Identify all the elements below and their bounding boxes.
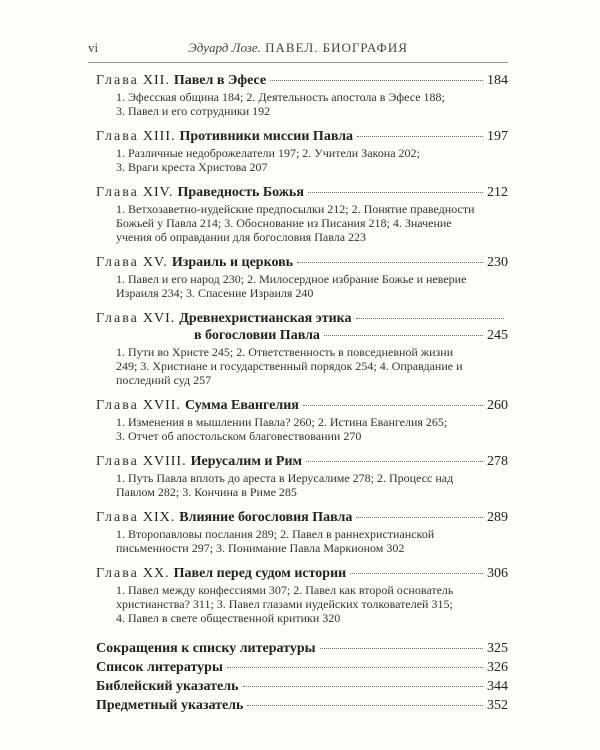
chapter-number: XVI. — [142, 311, 176, 326]
chapter-page: 289 — [487, 510, 508, 525]
section-line: 1. Изменения в мышлении Павла? 260; 2. Истина Евангелия 265; — [116, 415, 448, 429]
chapter-sections — [116, 345, 508, 387]
backmatter-page: 344 — [487, 679, 508, 694]
chapter-label: Глава — [96, 73, 139, 88]
chapter-heading-line — [96, 128, 508, 145]
header-author: Эдуард Лозе. — [188, 40, 261, 55]
backmatter-title: Сокращения к списку литературы — [96, 641, 316, 656]
backmatter-page: 325 — [487, 641, 508, 656]
chapter-label: Глава — [96, 454, 139, 469]
toc-chapter — [96, 397, 508, 443]
chapter-title: Иерусалим и Рим — [190, 454, 303, 469]
section-line: 1. Ветхозаветно-иудейские предпосылки 212; 2. Понятие праведности — [116, 202, 475, 216]
section-line: 4. Павел в свете общественной критики 320 — [116, 611, 341, 625]
backmatter-page: 326 — [487, 660, 508, 675]
backmatter-entry — [96, 696, 508, 715]
dot-leader — [320, 648, 483, 649]
chapter-sections — [116, 527, 508, 555]
section-line: письменности 297; 3. Понимание Павла Маркионом 302 — [116, 541, 405, 555]
chapter-page: 278 — [487, 454, 508, 469]
chapter-number: XVIII. — [142, 454, 187, 469]
dot-leader — [243, 686, 484, 687]
toc-chapter — [96, 565, 508, 625]
chapter-heading-line — [96, 254, 508, 271]
backmatter-title: Список литературы — [96, 660, 223, 675]
chapter-page: 184 — [487, 73, 508, 88]
backmatter-entry — [96, 658, 508, 677]
chapter-title: Праведность Божья — [177, 185, 304, 200]
chapter-number: XIV. — [142, 185, 174, 200]
section-line: 1. Пути во Христе 245; 2. Ответственность в повседневной жизни — [116, 345, 454, 359]
section-line: последний суд 257 — [116, 373, 212, 387]
chapter-page: 212 — [487, 185, 508, 200]
dot-leader — [270, 80, 483, 81]
page-number: vi — [88, 40, 99, 55]
section-line: Павлом 282; 3. Кончина в Риме 285 — [116, 485, 297, 499]
section-line: 1. Павел между конфессиями 307; 2. Павел как второй основатель — [116, 583, 454, 597]
toc-chapter — [96, 310, 508, 387]
chapter-title: Израиль и церковь — [171, 255, 294, 270]
chapter-sections — [116, 471, 508, 499]
dot-leader — [324, 335, 483, 336]
chapter-number: XVII. — [142, 398, 181, 413]
backmatter-title: Библейский указатель — [96, 679, 239, 694]
toc-chapter — [96, 128, 508, 174]
chapter-label: Глава — [96, 185, 139, 200]
section-line: 1. Павел и его народ 230; 2. Милосердное избрание Божье и неверие — [116, 272, 467, 286]
section-line: Израиля 234; 3. Спасение Израиля 240 — [116, 286, 314, 300]
section-line: 1. Путь Павла вплоть до ареста в Иерусалиме 278; 2. Процесс над — [116, 471, 454, 485]
dot-leader — [350, 573, 483, 574]
chapter-heading-line — [96, 453, 508, 470]
dot-leader — [308, 192, 483, 193]
dot-leader — [303, 405, 483, 406]
chapter-label: Глава — [96, 129, 139, 144]
chapter-label: Глава — [96, 311, 139, 326]
chapter-heading-line — [96, 72, 508, 89]
chapter-number: XIX. — [142, 510, 176, 525]
chapter-title: Сумма Евангелия — [184, 398, 299, 413]
chapter-number: XII. — [142, 73, 170, 88]
chapter-page: 230 — [487, 255, 508, 270]
chapter-number: XX. — [142, 566, 170, 581]
chapter-title-continued: в богословии Павла — [194, 328, 320, 343]
backmatter-list — [96, 639, 508, 715]
section-line: христианства? 311; 3. Павел глазами иудейских толкователей 315; — [116, 597, 453, 611]
backmatter-page: 352 — [487, 698, 508, 713]
chapter-heading-line — [96, 310, 508, 327]
backmatter-entry — [96, 639, 508, 658]
chapter-heading-line — [96, 565, 508, 582]
toc-chapter — [96, 509, 508, 555]
chapter-sections — [116, 583, 508, 625]
chapter-heading-line — [96, 509, 508, 526]
chapter-heading-line-2 — [96, 327, 508, 344]
section-line: 1. Различные недоброжелатели 197; 2. Учители Закона 202; — [116, 146, 420, 160]
header-title: ПАВЕЛ. БИОГРАФИЯ — [265, 40, 408, 55]
chapter-page: 260 — [487, 398, 508, 413]
chapter-title: Противники миссии Павла — [179, 129, 354, 144]
dot-leader — [227, 667, 483, 668]
section-line: 3. Отчет об апостольском благовествовании 270 — [116, 429, 362, 443]
toc-chapter — [96, 72, 508, 118]
chapter-label: Глава — [96, 566, 139, 581]
header-rule — [88, 62, 508, 63]
chapter-title: Павел перед судом истории — [173, 566, 347, 581]
chapter-title: Древнехристианская этика — [179, 311, 352, 326]
toc-chapter — [96, 184, 508, 244]
section-line: 1. Эфесская община 184; 2. Деятельность апостола в Эфесе 188; — [116, 90, 445, 104]
chapter-title: Влияние богословия Павла — [179, 510, 353, 525]
chapter-sections — [116, 415, 508, 443]
section-line: 3. Враги креста Христова 207 — [116, 160, 268, 174]
dot-leader — [247, 705, 483, 706]
chapter-list — [96, 72, 508, 625]
dot-leader — [357, 136, 483, 137]
backmatter-title: Предметный указатель — [96, 698, 244, 713]
chapter-page: 197 — [487, 129, 508, 144]
chapter-label: Глава — [96, 510, 139, 525]
table-of-contents — [96, 72, 508, 715]
toc-chapter — [96, 254, 508, 300]
chapter-sections — [116, 272, 508, 300]
dot-leader — [356, 517, 483, 518]
chapter-heading-line — [96, 397, 508, 414]
chapter-page: 306 — [487, 566, 508, 581]
chapter-label: Глава — [96, 398, 139, 413]
chapter-number: XIII. — [142, 129, 176, 144]
section-line: 249; 3. Христиане и государственный порядок 254; 4. Оправдание и — [116, 359, 463, 373]
chapter-title: Павел в Эфесе — [173, 73, 267, 88]
running-title — [88, 40, 508, 56]
section-line: 3. Павел и его сотрудники 192 — [116, 104, 271, 118]
chapter-number: XV. — [142, 255, 168, 270]
chapter-sections — [116, 202, 508, 244]
section-line: 1. Второпавловы послания 289; 2. Павел в раннехристианской — [116, 527, 435, 541]
chapter-label: Глава — [96, 255, 139, 270]
section-line: Божьей у Павла 214; 3. Обоснование из Писания 218; 4. Значение — [116, 216, 452, 230]
chapter-sections — [116, 146, 508, 174]
chapter-page: 245 — [487, 328, 508, 343]
chapter-sections — [116, 90, 508, 118]
chapter-heading-line — [96, 184, 508, 201]
backmatter-entry — [96, 677, 508, 696]
section-line: учения об оправдании для богословия Павла 223 — [116, 230, 367, 244]
dot-leader — [306, 461, 483, 462]
toc-chapter — [96, 453, 508, 499]
dot-leader — [297, 262, 483, 263]
dot-leader — [356, 318, 504, 319]
